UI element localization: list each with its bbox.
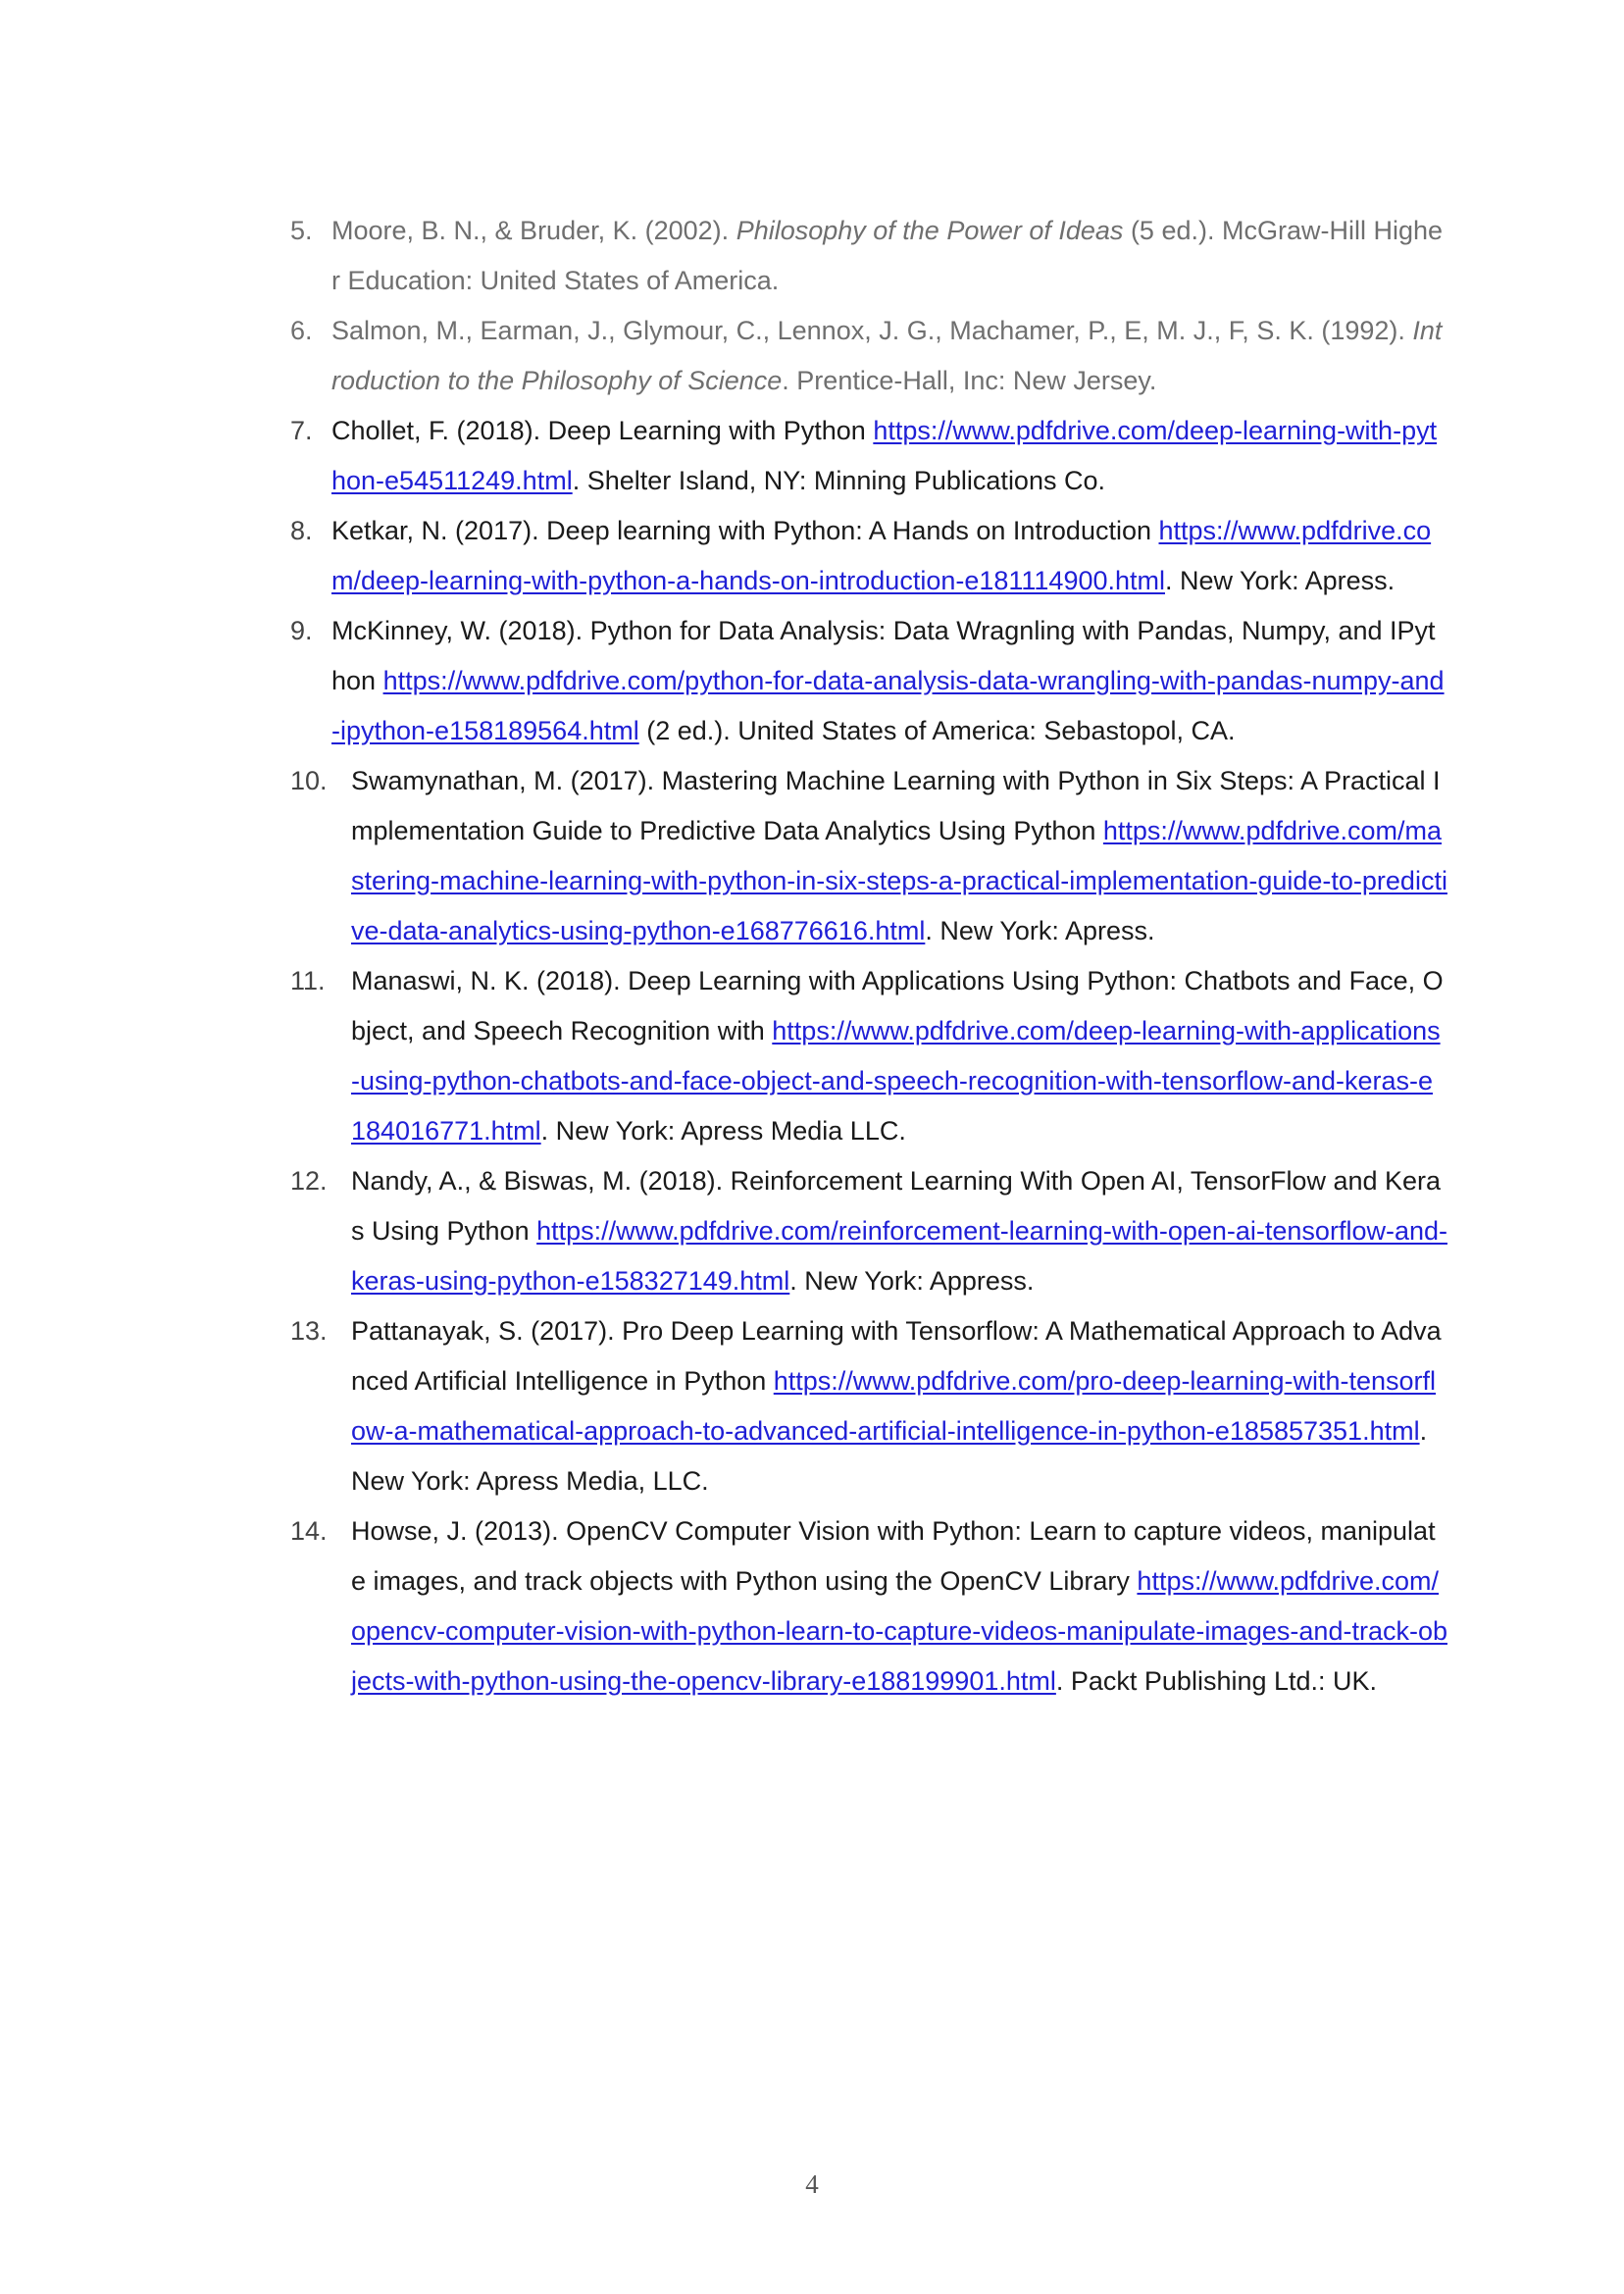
reference-number: 10. xyxy=(290,766,328,795)
reference-text: Moore, B. N., & Bruder, K. (2002). Philosophy of the Power of Ideas (5 ed.). McGraw-Hill Higher Education: United States of America. xyxy=(331,216,1444,295)
reference-text: Howse, J. (2013). OpenCV Computer Vision with Python: Learn to capture videos, manipulate images, and track objects with Python using the OpenCV Library https://www.pdfdrive.com/opencv-computer-vision-with-python-learn-to-capture-videos-manipulate-images-and-track-objects-with-python-using-the-opencv-library-e188199901.html. Packt Publishing Ltd.: UK. xyxy=(351,1516,1447,1696)
reference-list xyxy=(290,206,1447,1707)
reference-text: Ketkar, N. (2017). Deep learning with Python: A Hands on Introduction https://www.pdfdrive.com/deep-learning-with-python-a-hands-on-introduction-e181114900.html. New York: Apress. xyxy=(331,516,1432,595)
page-number: 4 xyxy=(805,2169,819,2199)
reference-item xyxy=(290,206,1447,306)
reference-number: 5. xyxy=(290,216,313,245)
reference-number: 7. xyxy=(290,416,313,445)
reference-link[interactable]: https://www.pdfdrive.com/opencv-computer-vision-with-python-learn-to-capture-videos-manipulate-images-and-track-objects-with-python-using-the-opencv-library-e188199901.html xyxy=(351,1566,1447,1696)
reference-link[interactable]: https://www.pdfdrive.com/deep-learning-with-python-e54511249.html xyxy=(331,416,1438,495)
reference-item xyxy=(290,756,1447,956)
reference-link[interactable]: https://www.pdfdrive.com/mastering-machine-learning-with-python-in-six-steps-a-practical-implementation-guide-to-predictive-data-analytics-using-python-e168776616.html xyxy=(351,816,1447,945)
reference-item xyxy=(290,406,1447,506)
reference-item xyxy=(290,606,1447,756)
reference-text: Nandy, A., & Biswas, M. (2018). Reinforcement Learning With Open AI, TensorFlow and Keras Using Python https://www.pdfdrive.com/reinforcement-learning-with-open-ai-tensorflow-and-keras-using-python-e158327149.html. New York: Appress. xyxy=(351,1166,1447,1296)
reference-number: 12. xyxy=(290,1166,328,1196)
reference-text: Salmon, M., Earman, J., Glymour, C., Lennox, J. G., Machamer, P., E, M. J., F, S. K. (1992). Introduction to the Philosophy of Science. Prentice-Hall, Inc: New Jersey. xyxy=(331,316,1443,395)
reference-link[interactable]: https://www.pdfdrive.com/deep-learning-with-python-a-hands-on-introduction-e181114900.html xyxy=(331,516,1432,595)
reference-link[interactable]: https://www.pdfdrive.com/pro-deep-learning-with-tensorflow-a-mathematical-approach-to-advanced-artificial-intelligence-in-python-e185857351.html xyxy=(351,1366,1437,1446)
reference-number: 14. xyxy=(290,1516,328,1546)
reference-item xyxy=(290,1306,1447,1506)
reference-number: 11. xyxy=(290,966,326,995)
reference-link[interactable]: https://www.pdfdrive.com/deep-learning-with-applications-using-python-chatbots-and-face-object-and-speech-recognition-with-tensorflow-and-keras-e184016771.html xyxy=(351,1016,1441,1146)
reference-text: Manaswi, N. K. (2018). Deep Learning with Applications Using Python: Chatbots and Face, Object, and Speech Recognition with https://www.pdfdrive.com/deep-learning-with-applications-using-python-chatbots-and-face-object-and-speech-recognition-with-tensorflow-and-keras-e184016771.html. New York: Apress Media LLC. xyxy=(351,966,1444,1146)
reference-number: 8. xyxy=(290,516,313,545)
reference-number: 6. xyxy=(290,316,313,345)
reference-link[interactable]: https://www.pdfdrive.com/python-for-data-analysis-data-wrangling-with-pandas-numpy-and-ipython-e158189564.html xyxy=(331,666,1445,745)
reference-number: 9. xyxy=(290,616,313,645)
reference-title: Philosophy of the Power of Ideas xyxy=(736,216,1124,245)
reference-text: Chollet, F. (2018). Deep Learning with Python https://www.pdfdrive.com/deep-learning-with-python-e54511249.html. Shelter Island, NY: Minning Publications Co. xyxy=(331,416,1438,495)
reference-item xyxy=(290,1156,1447,1306)
reference-item xyxy=(290,1506,1447,1707)
reference-link[interactable]: https://www.pdfdrive.com/reinforcement-learning-with-open-ai-tensorflow-and-keras-using-python-e158327149.html xyxy=(351,1216,1447,1296)
reference-number: 13. xyxy=(290,1316,328,1346)
reference-text: Swamynathan, M. (2017). Mastering Machine Learning with Python in Six Steps: A Practical Implementation Guide to Predictive Data Analytics Using Python https://www.pdfdrive.com/mastering-machine-learning-with-python-in-six-steps-a-practical-implementation-guide-to-predictive-data-analytics-using-python-e168776616.html. New York: Apress. xyxy=(351,766,1447,945)
reference-text: Pattanayak, S. (2017). Pro Deep Learning with Tensorflow: A Mathematical Approach to Advanced Artificial Intelligence in Python https://www.pdfdrive.com/pro-deep-learning-with-tensorflow-a-mathematical-approach-to-advanced-artificial-intelligence-in-python-e185857351.html. New York: Apress Media, LLC. xyxy=(351,1316,1442,1496)
reference-item xyxy=(290,506,1447,606)
reference-item xyxy=(290,306,1447,406)
reference-title: Introduction to the Philosophy of Science xyxy=(331,316,1443,395)
reference-text: McKinney, W. (2018). Python for Data Analysis: Data Wragnling with Pandas, Numpy, and IPython https://www.pdfdrive.com/python-for-data-analysis-data-wrangling-with-pandas-numpy-and-ipython-e158189564.html (2 ed.). United States of America: Sebastopol, CA. xyxy=(331,616,1445,745)
reference-item xyxy=(290,956,1447,1156)
